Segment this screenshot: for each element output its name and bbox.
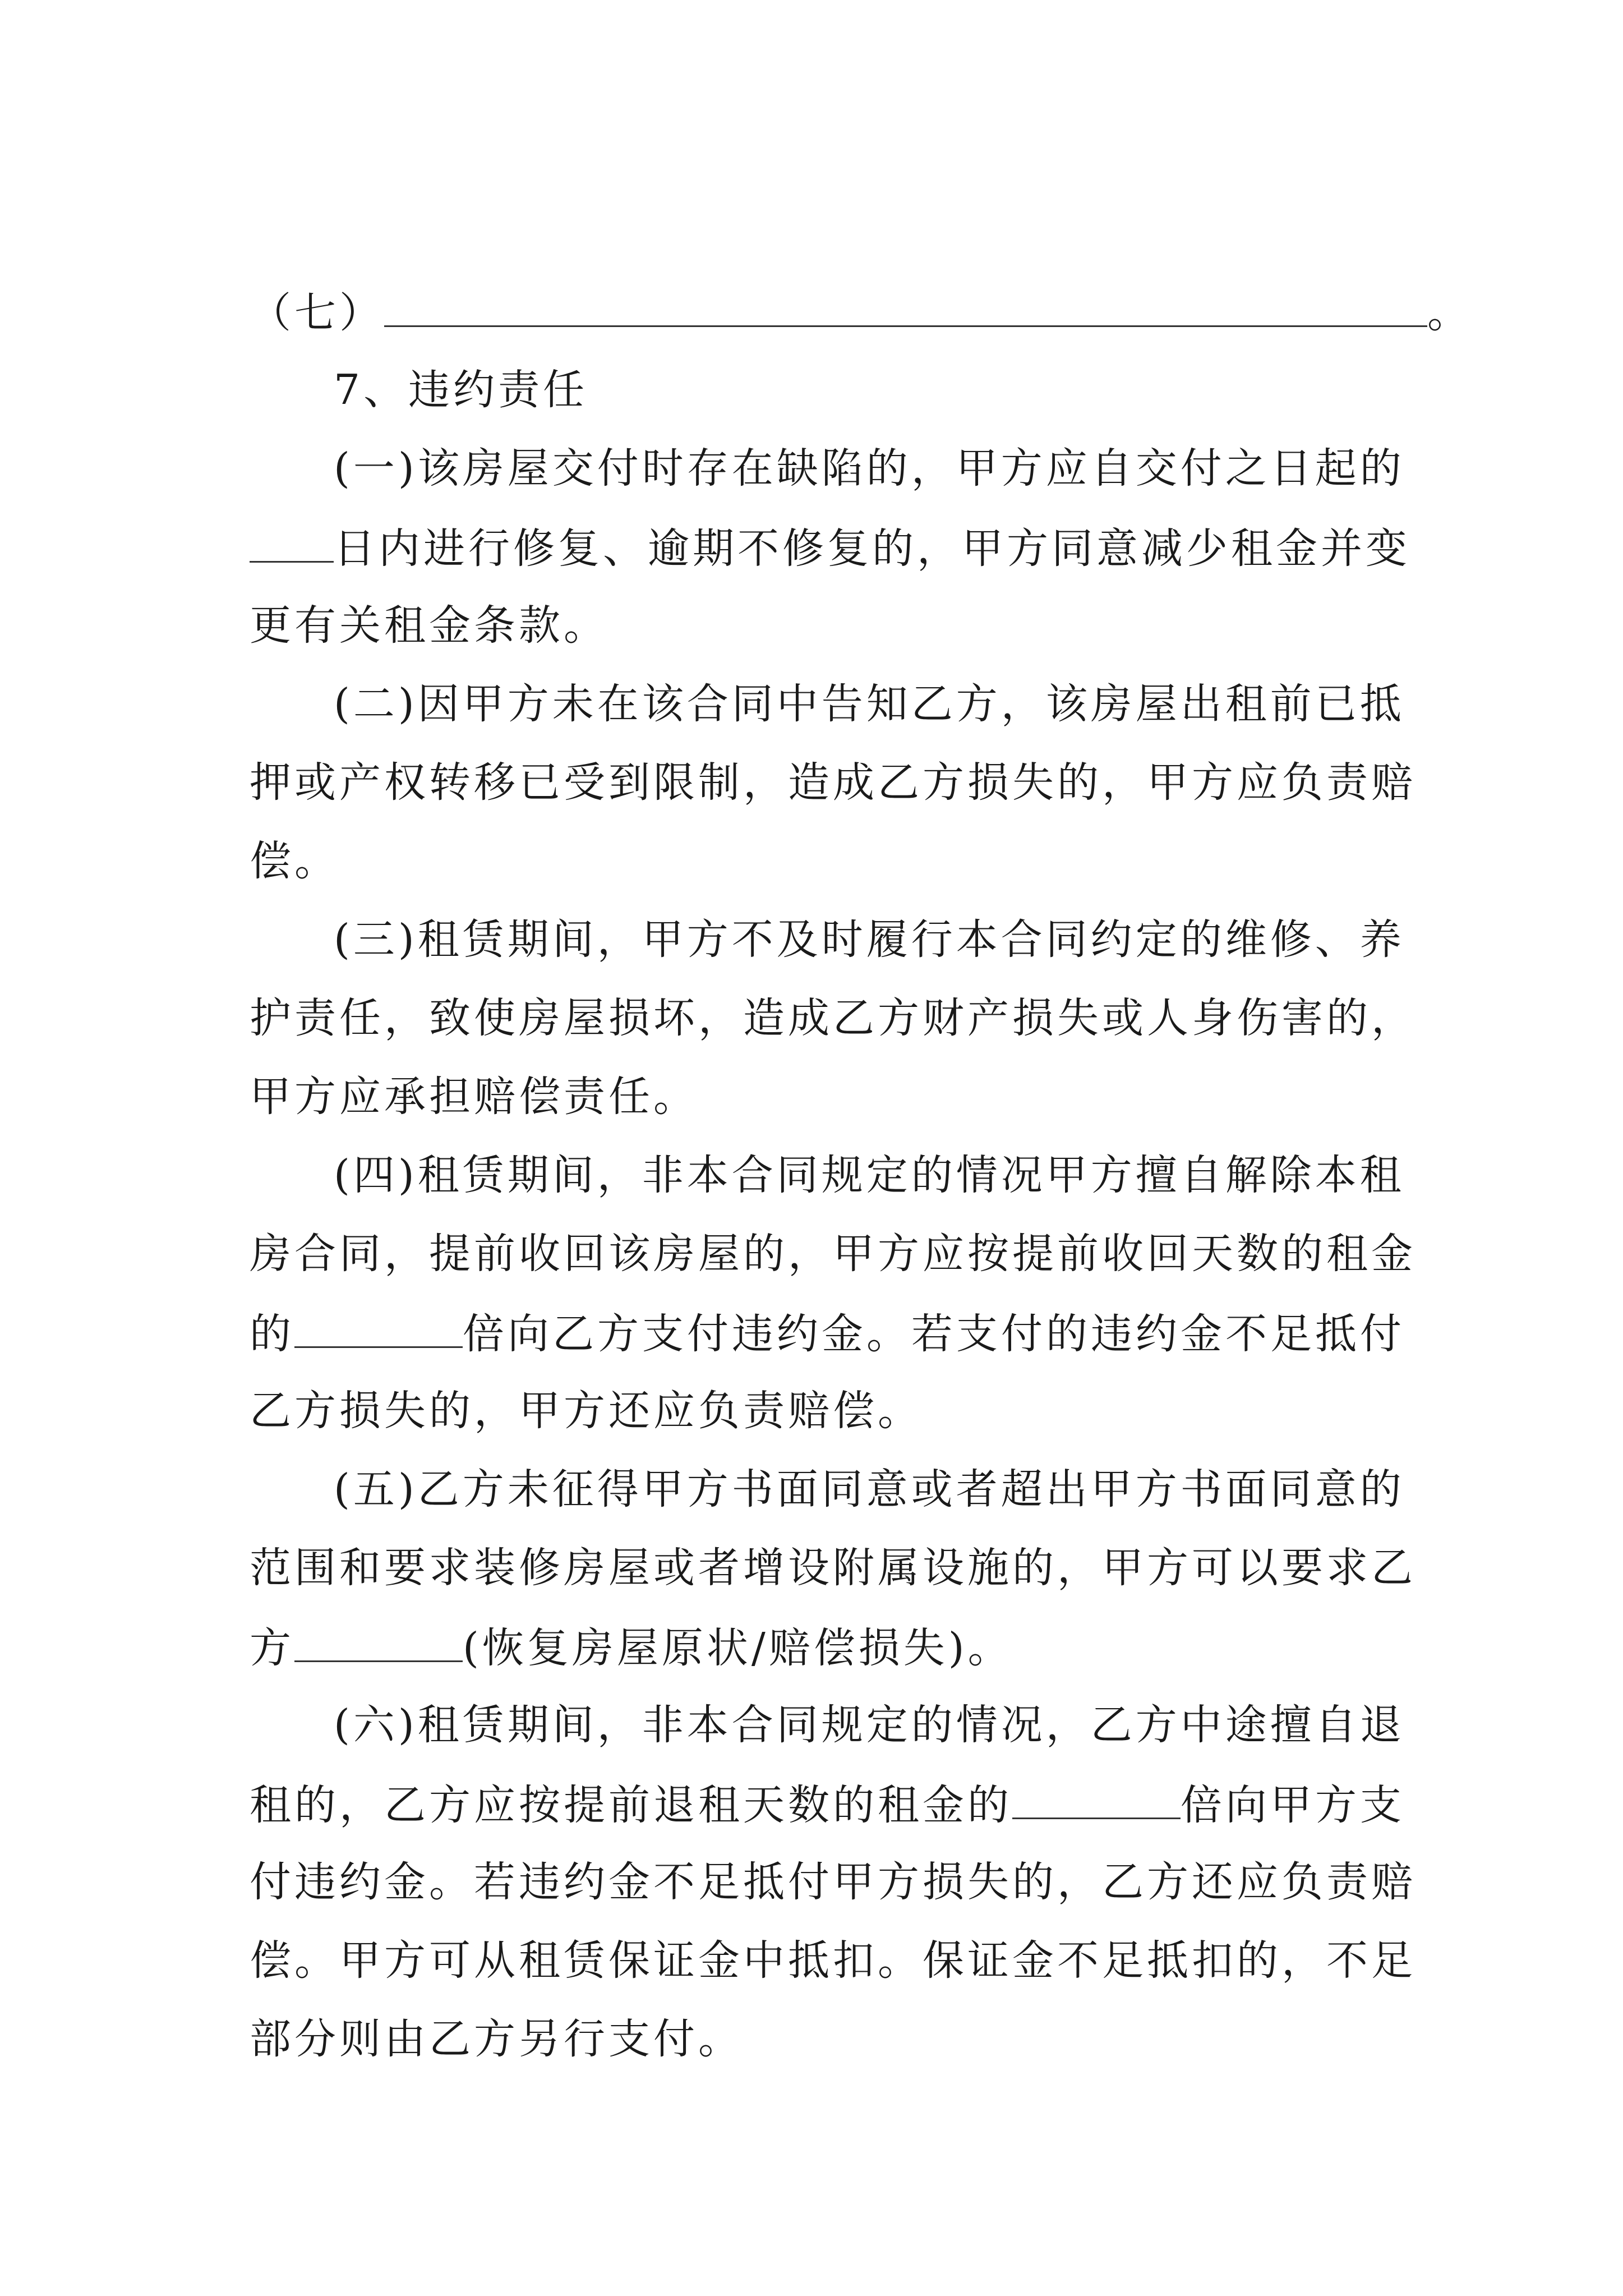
clause-6-line-2-end: 倍向甲方支: [1181, 1781, 1405, 1829]
clause-5-line-3-start: 方: [250, 1624, 294, 1672]
clause-6-line-4: 偿。甲方可从租赁保证金中抵扣。保证金不足抵扣的，不足: [250, 1936, 1416, 1985]
clause-6-line-3: 付违约金。若违约金不足抵付甲方损失的，乙方还应负责赔: [250, 1858, 1416, 1906]
item-7-label: （七）: [250, 289, 384, 337]
item-7-end: 。: [1427, 289, 1472, 337]
clause-2-line-3: 偿。: [250, 837, 339, 885]
clause-6-line-5: 部分则由乙方另行支付。: [250, 2015, 743, 2063]
clause-1-line-2: [250, 516, 1483, 578]
clause-3-line-1: (三)租赁期间，甲方不及时履行本合同约定的维修、养: [334, 915, 1405, 964]
clause-4-line-3: [250, 1301, 1483, 1363]
item-7-line: [250, 280, 1483, 342]
clause-4-line-3-start: 的: [250, 1310, 294, 1358]
clause-5-line-2: 范围和要求装修房屋或者增设附属设施的，甲方可以要求乙: [250, 1544, 1416, 1592]
clause-6-line-1: (六)租赁期间，非本合同规定的情况，乙方中途擅自退: [334, 1701, 1405, 1749]
clause-1-blank: [250, 516, 334, 563]
clause-5-line-3: [250, 1616, 1483, 1677]
clause-5-line-3-end: (恢复房屋原状/赔偿损失)。: [463, 1624, 1013, 1672]
clause-4-line-2: 房合同，提前收回该房屋的，甲方应按提前收回天数的租金: [250, 1230, 1416, 1278]
clause-5-blank: [294, 1616, 463, 1662]
section-heading: 7、违约责任: [334, 366, 588, 414]
clause-3-line-3: 甲方应承担赔偿责任。: [250, 1073, 698, 1121]
clause-4-line-1: (四)租赁期间，非本合同规定的情况甲方擅自解除本租: [334, 1151, 1405, 1199]
clause-2-line-1: (二)因甲方未在该合同中告知乙方，该房屋出租前已抵: [334, 680, 1405, 728]
clause-6-blank: [1012, 1773, 1181, 1819]
clause-1-line-1: (一)该房屋交付时存在缺陷的，甲方应自交付之日起的: [334, 444, 1405, 493]
clause-6-line-2: [250, 1773, 1483, 1834]
clause-4-line-4: 乙方损失的，甲方还应负责赔偿。: [250, 1387, 923, 1435]
clause-1-line-3: 更有关租金条款。: [250, 601, 608, 650]
clause-4-blank: [294, 1301, 463, 1348]
item-7-blank: [384, 280, 1427, 327]
clause-2-line-2: 押或产权转移已受到限制，造成乙方损失的，甲方应负责赔: [250, 758, 1416, 807]
clause-3-line-2: 护责任，致使房屋损坏，造成乙方财产损失或人身伤害的，: [250, 994, 1416, 1042]
clause-1-line-2-text: 日内进行修复、逾期不修复的，甲方同意减少租金并变: [334, 524, 1410, 573]
clause-6-line-2-start: 租的，乙方应按提前退租天数的租金的: [250, 1781, 1012, 1829]
clause-5-line-1: (五)乙方未征得甲方书面同意或者超出甲方书面同意的: [334, 1465, 1405, 1513]
clause-4-line-3-end: 倍向乙方支付违约金。若支付的违约金不足抵付: [463, 1310, 1405, 1358]
